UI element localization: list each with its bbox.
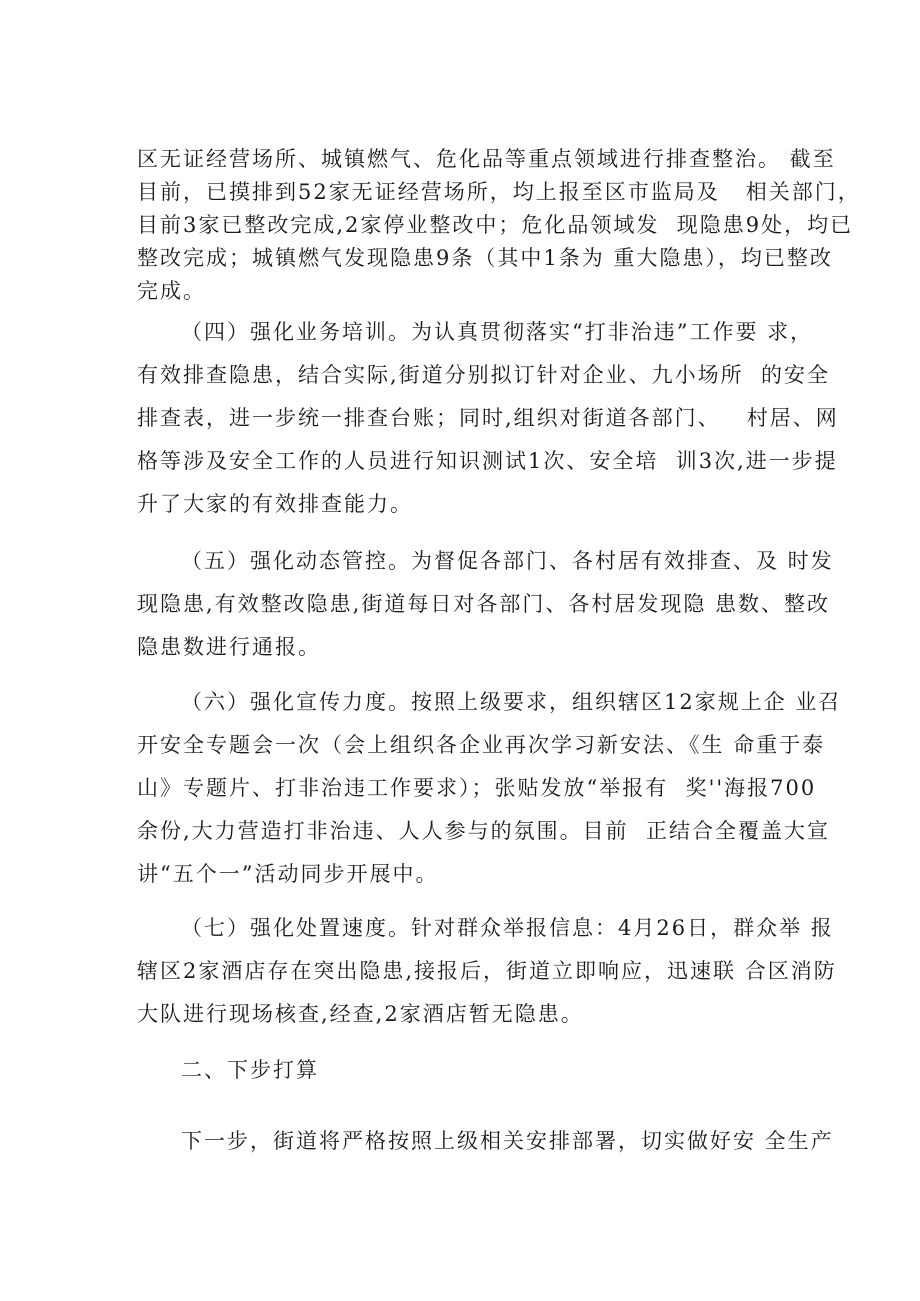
- text-line: 隐患数进行通报。: [137, 635, 321, 659]
- text-line: （五）强化动态管控。为督促各部门、各村居有效排查、及 时发: [181, 549, 834, 573]
- text-line: 有效排查隐患，结合实际,街道分别拟订针对企业、九小场所 的安全: [137, 363, 831, 387]
- text-line: （六）强化宣传力度。按照上级要求，组织辖区12家规上企 业召: [181, 690, 842, 714]
- text-line: 山》专题片、打非治违工作要求）；张贴发放“举报有 奖''海报700: [137, 776, 817, 800]
- text-line: 现隐患,有效整改隐患,街道每日对各部门、各村居发现隐 患数、整改: [137, 592, 831, 616]
- text-line: 讲“五个一”活动同步开展中。: [137, 862, 439, 886]
- text-line: （四）强化业务培训。为认真贯彻落实“打非治违”工作要 求，: [181, 320, 814, 344]
- text-line: 整改完成；城镇燃气发现隐患9条（其中1条为 重大隐患），均已整改: [137, 246, 833, 270]
- text-line: 目前，已摸排到52家无证经营场所，均上报至区市监局及 相关部门，: [137, 180, 861, 204]
- text-line: （七）强化处置速度。针对群众举报信息：4月26日，群众举 报: [181, 916, 834, 940]
- text-line: 排查表，进一步统一排查台账；同时,组织对街道各部门、 村居、网: [137, 406, 839, 430]
- text-line: 区无证经营场所、城镇燃气、危化品等重点领域进行排查整治。 截至: [137, 147, 836, 171]
- text-line: 升了大家的有效排查能力。: [137, 492, 413, 516]
- text-line: 完成。: [137, 279, 206, 303]
- text-line: 格等涉及安全工作的人员进行知识测试1次、安全培 训3次,进一步提: [137, 449, 838, 473]
- section-heading-next-steps: 二、下步打算: [181, 1058, 319, 1082]
- text-line: 下一步，街道将严格按照上级相关安排部署，切实做好安 全生产: [181, 1129, 834, 1153]
- text-line: 开安全专题会一次（会上组织各企业再次学习新安法、《生 命重于泰: [137, 733, 826, 757]
- text-line: 大队进行现场核查,经查,2家酒店暂无隐患。: [137, 1002, 584, 1026]
- text-line: 辖区2家酒店存在突出隐患,接报后，街道立即响应，迅速联 合区消防: [137, 959, 837, 983]
- text-line: 余份,大力营造打非治违、人人参与的氛围。目前 正结合全覆盖大宣: [137, 819, 831, 843]
- text-line: 目前3家已整改完成,2家停业整改中；危化品领域发 现隐患9处，均已: [137, 213, 854, 237]
